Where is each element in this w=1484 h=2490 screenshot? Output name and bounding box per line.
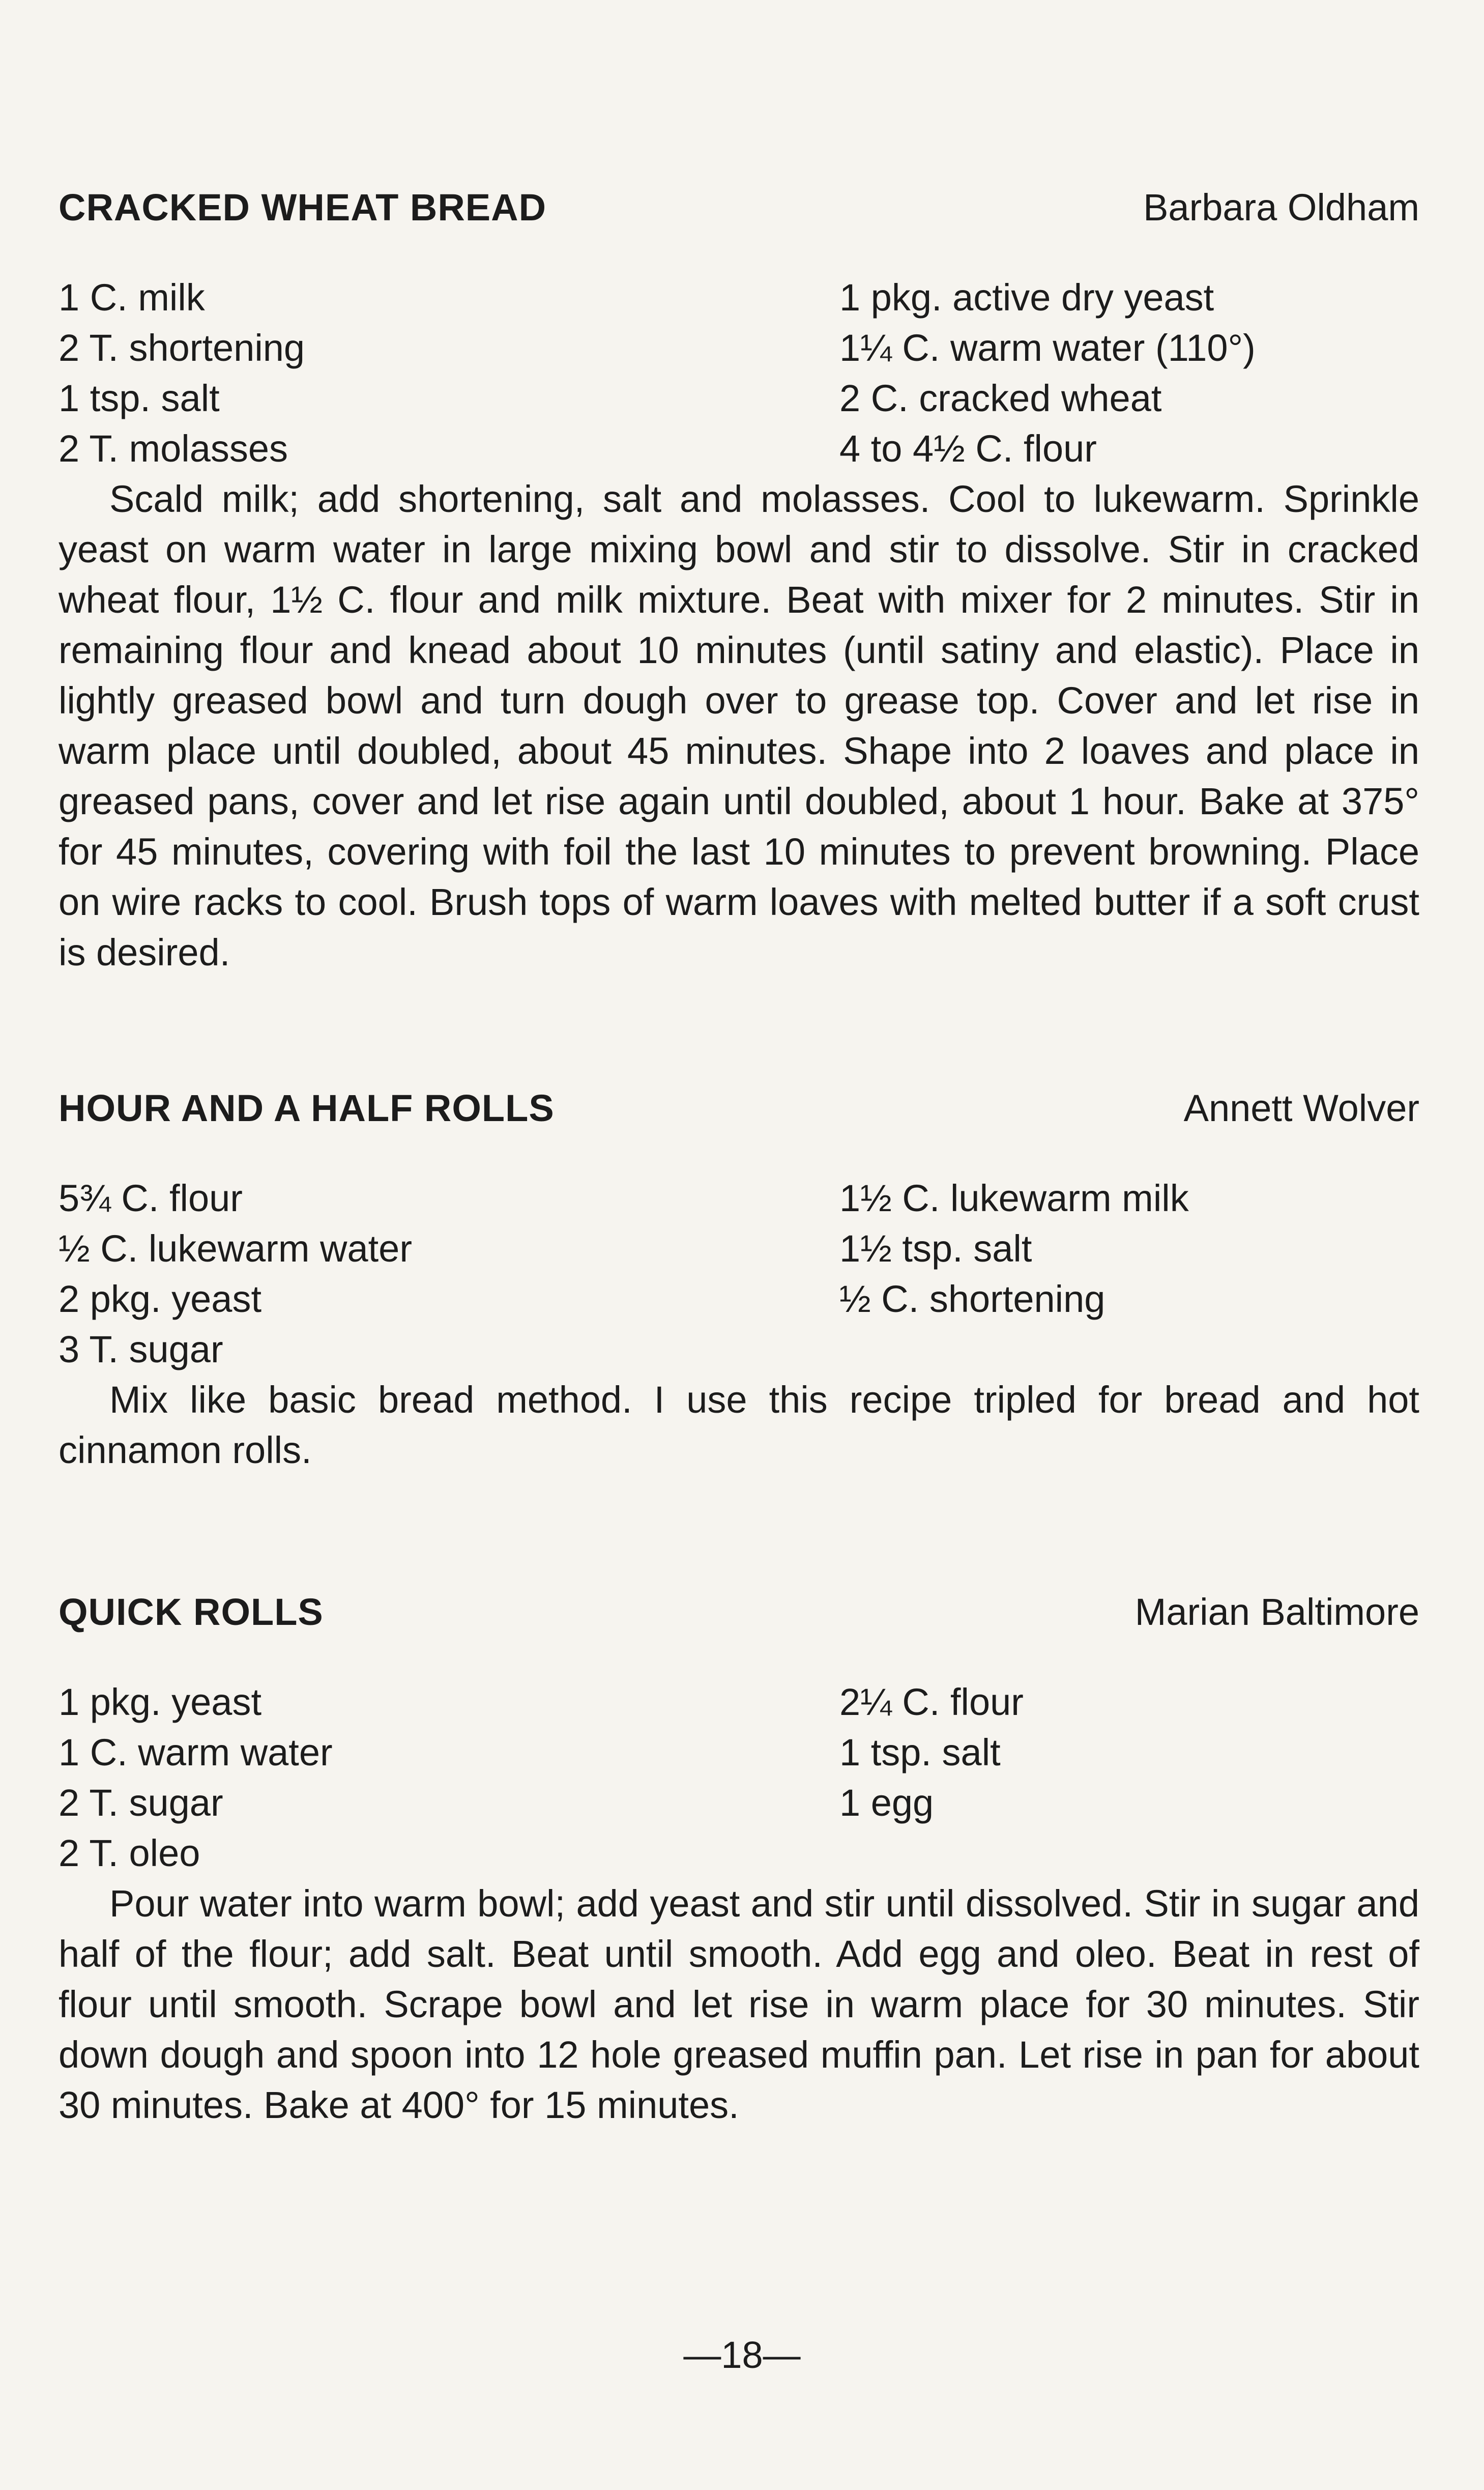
- ingredient-list: [59, 272, 1419, 474]
- recipe-instructions: Scald milk; add shortening, salt and molasses. Cool to lukewarm. Sprinkle yeast on warm water in large mixing bowl and stir to dissolve. Stir in cracked wheat flour, 1½ C. flour and milk mixture. Beat with mixer for 2 minutes. Stir in remaining flour and knead about 10 minutes (until satiny and elastic). Place in lightly greased bowl and turn dough over to grease top. Cover and let rise in warm place until doubled, about 45 minutes. Shape into 2 loaves and place in greased pans, cover and let rise again until doubled, about 1 hour. Bake at 375° for 45 minutes, covering with foil the last 10 minutes to prevent browning. Place on wire racks to cool. Brush tops of warm loaves with melted butter if a soft crust is desired.: [59, 478, 1419, 974]
- page-number: —18—: [683, 2334, 801, 2376]
- recipe-title: HOUR AND A HALF ROLLS: [59, 1087, 555, 1129]
- ingredient-item: 5¾ C. flour: [59, 1177, 243, 1219]
- recipe-instructions: Mix like basic bread method. I use this recipe tripled for bread and hot cinnamon rolls.: [59, 1379, 1419, 1471]
- recipe-header: [59, 1590, 1419, 1641]
- ingredient-item: 1 egg: [839, 1782, 934, 1824]
- ingredient-item: 2 T. sugar: [59, 1782, 223, 1824]
- ingredient-item: 3 T. sugar: [59, 1328, 223, 1370]
- ingredient-item: 2 T. molasses: [59, 427, 288, 470]
- ingredient-column-right: [839, 1677, 1024, 1828]
- recipe-header: [59, 186, 1419, 237]
- ingredient-item: 1 pkg. active dry yeast: [839, 276, 1214, 319]
- ingredient-item: 2 C. cracked wheat: [839, 377, 1162, 419]
- recipe-author: Marian Baltimore: [1134, 1591, 1419, 1633]
- ingredient-item: 1 pkg. yeast: [59, 1681, 262, 1723]
- ingredient-item: 1 tsp. salt: [59, 377, 220, 419]
- recipe-header: [59, 1086, 1419, 1137]
- ingredient-column-right: [839, 272, 1256, 474]
- recipe-title: CRACKED WHEAT BREAD: [59, 186, 547, 228]
- ingredient-item: 1 C. warm water: [59, 1731, 333, 1773]
- recipe-instructions: Pour water into warm bowl; add yeast and stir until dissolved. Stir in sugar and half of the flour; add salt. Beat until smooth. Add egg and oleo. Beat in rest of flour until smooth. Scrape bowl and let rise in warm place for 30 minutes. Stir down dough and spoon into 12 hole greased muffin pan. Let rise in pan for about 30 minutes. Bake at 400° for 15 minutes.: [59, 1882, 1419, 2126]
- ingredient-item: 1 tsp. salt: [839, 1731, 1001, 1773]
- ingredient-item: 2¼ C. flour: [839, 1681, 1024, 1723]
- ingredient-item: 2 T. oleo: [59, 1832, 200, 1874]
- ingredient-item: 2 T. shortening: [59, 327, 305, 369]
- ingredient-column-left: [59, 272, 305, 474]
- ingredient-item: 1 C. milk: [59, 276, 205, 319]
- ingredient-column-left: [59, 1173, 412, 1375]
- ingredient-item: 1½ tsp. salt: [839, 1227, 1032, 1270]
- recipe-cracked-wheat-bread: [59, 186, 1419, 978]
- recipe-hour-and-a-half-rolls: [59, 1086, 1419, 1475]
- ingredient-item: 2 pkg. yeast: [59, 1278, 262, 1320]
- recipe-title: QUICK ROLLS: [59, 1591, 324, 1633]
- ingredient-item: ½ C. shortening: [839, 1278, 1105, 1320]
- ingredient-column-left: [59, 1677, 333, 1878]
- ingredient-item: ½ C. lukewarm water: [59, 1227, 412, 1270]
- ingredient-list: [59, 1677, 1419, 1878]
- recipe-author: Annett Wolver: [1183, 1087, 1419, 1129]
- ingredient-list: [59, 1173, 1419, 1375]
- recipe-quick-rolls: [59, 1590, 1419, 2130]
- ingredient-column-right: [839, 1173, 1189, 1324]
- ingredient-item: 1¼ C. warm water (110°): [839, 327, 1256, 369]
- recipe-author: Barbara Oldham: [1143, 186, 1419, 228]
- ingredient-item: 1½ C. lukewarm milk: [839, 1177, 1189, 1219]
- ingredient-item: 4 to 4½ C. flour: [839, 427, 1097, 470]
